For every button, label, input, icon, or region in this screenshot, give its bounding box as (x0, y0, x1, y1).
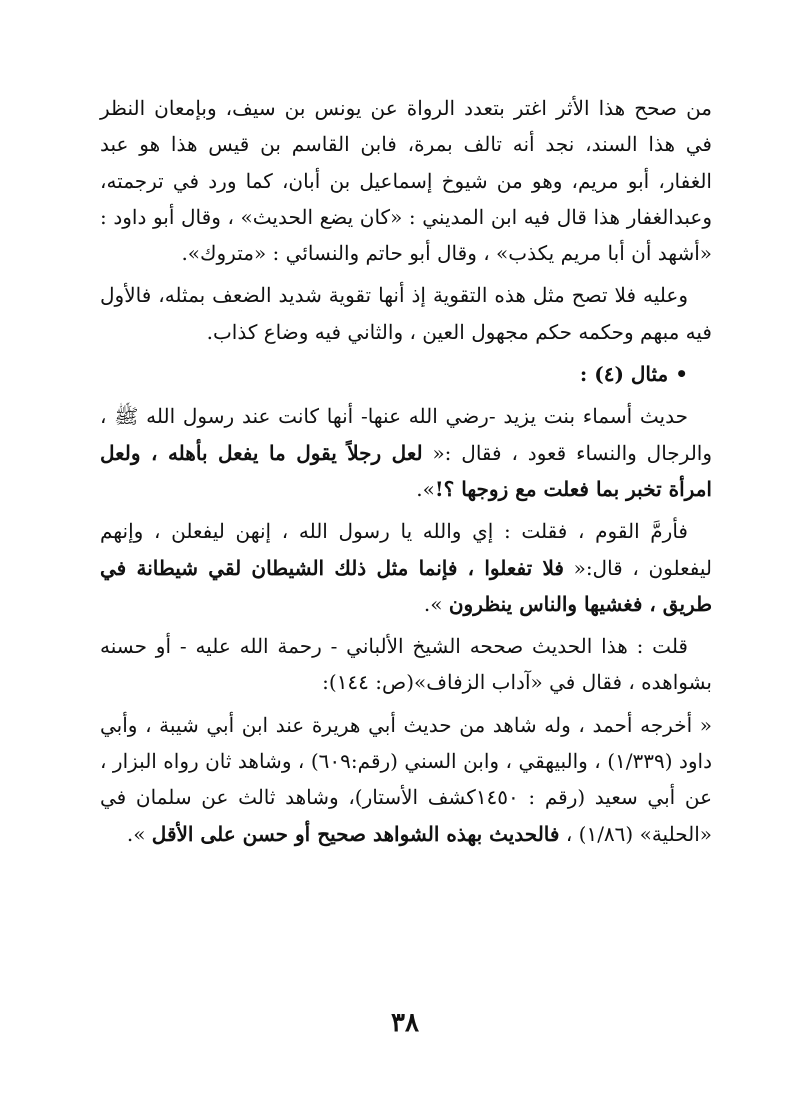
text-segment: ». (126, 821, 152, 846)
page-body-text (100, 90, 712, 858)
paragraph (100, 277, 712, 350)
page-number: ٣٨ (391, 1008, 419, 1038)
bold-text-segment: فلا تفعلوا ، فإنما مثل ذلك الشيطان لقي شيطانة في طريق ، فغشيها والناس ينظرون (100, 555, 712, 616)
text-segment: ». (416, 476, 435, 501)
text-segment: فأرمَّ القوم ، فقلت : إي والله يا رسول الله ، إنهن ليفعلن ، وإنهم ليفعلون ، قال:« (100, 519, 712, 580)
text-segment: ». (423, 591, 449, 616)
paragraph (100, 398, 712, 507)
bold-text-segment: لعل رجلاً يقول ما يفعل بأهله ، ولعل امرأة تخبر بما فعلت مع زوجها ؟! (100, 440, 712, 501)
paragraph (100, 513, 712, 622)
quoted-paragraph (100, 707, 712, 852)
paragraph (100, 628, 712, 701)
text-segment: وعليه فلا تصح مثل هذه التقوية إذ أنها تقوية شديد الضعف بمثله، فالأول فيه مبهم وحكمه حكم مجهول العين ، والثاني فيه وضاع كذاب. (100, 283, 712, 344)
text-segment: « أخرجه أحمد ، وله شاهد من حديث أبي هريرة عند ابن أبي شيبة ، وأبي داود (١/٣٣٩) ، والبيهقي ، وابن السني (رقم:٦٠٩) ، وشاهد ثان رواه البزار ، عن أبي سعيد (رقم : ١٤٥٠كشف الأستار)، وشاهد ثالث عن سلمان في «الحلية» (١/٨٦) ، (100, 712, 713, 846)
paragraph (100, 90, 712, 271)
bold-text-segment: • مثال (٤) : (579, 362, 688, 387)
example-heading (100, 356, 712, 392)
bold-text-segment: فالحديث بهذه الشواهد صحيح أو حسن على الأقل (151, 821, 560, 846)
text-segment: قلت : هذا الحديث صححه الشيخ الألباني - رحمة الله عليه - أو حسنه بشواهده ، فقال في «آداب الزفاف»(ص: ١٤٤): (100, 634, 712, 695)
text-segment: من صحح هذا الأثر اغتر بتعدد الرواة عن يونس بن سيف، وبإمعان النظر في هذا السند، نجد أنه تالف بمرة، فابن القاسم بن قيس هذا هو عبد الغفار، أبو مريم، وهو من شيوخ إسماعيل بن أبان، كما ورد في ترجمته، وعبدالغفار هذا قال فيه ابن المديني : «كان يضع الحديث» ، وقال أبو داود : «أشهد أن أبا مريم يكذب» ، وقال أبو حاتم والنسائي : «متروك». (100, 96, 712, 266)
text-segment: حديث أسماء بنت يزيد -رضي الله عنها- أنها كانت عند رسول الله ﷺ ، والرجال والنساء قعود ، فقال :« (100, 404, 713, 465)
